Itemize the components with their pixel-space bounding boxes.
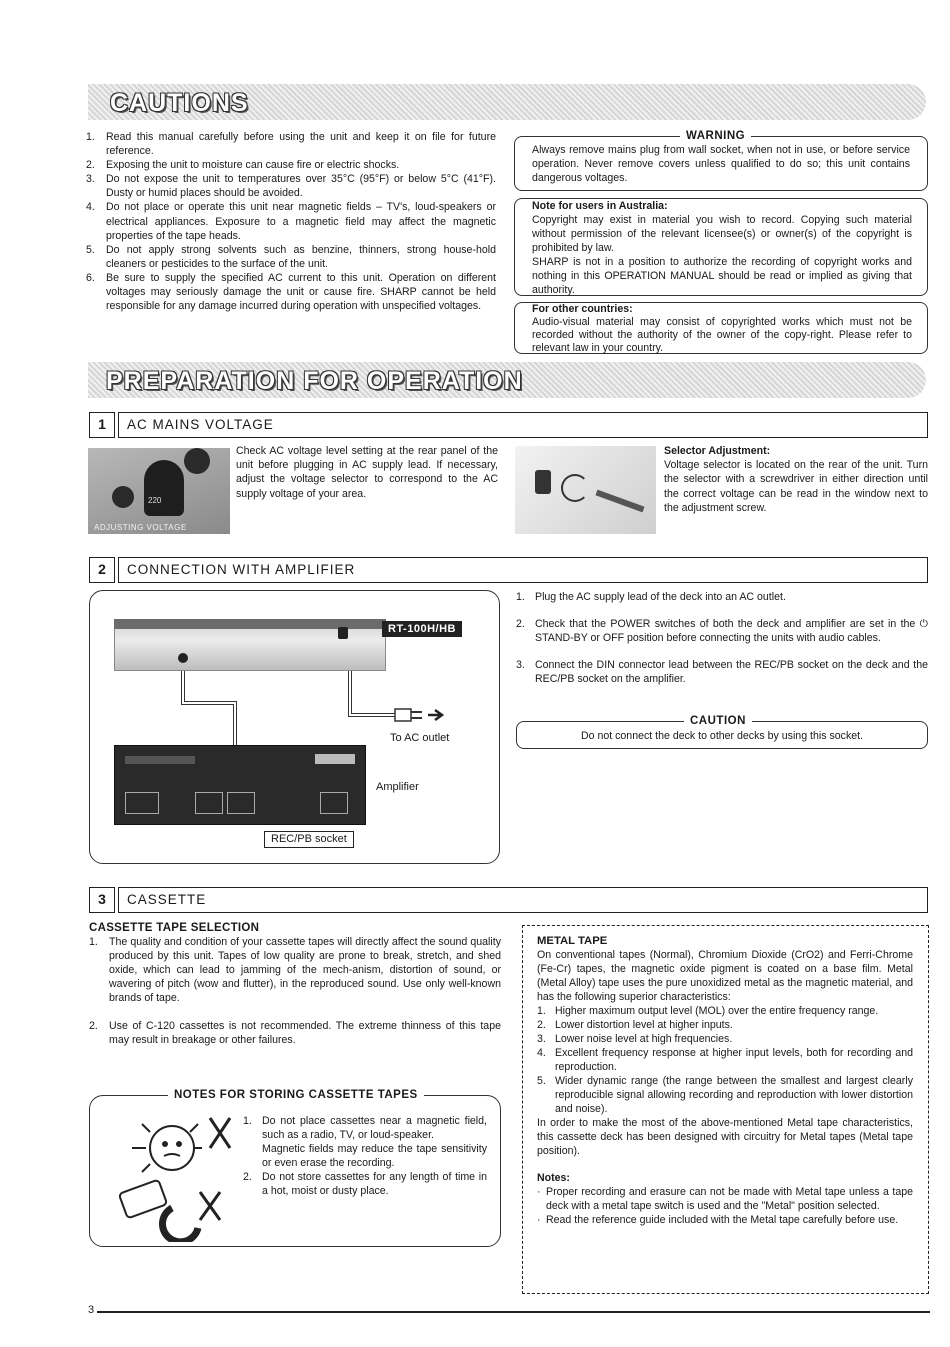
voltage-photo-caption: ADJUSTING VOLTAGE <box>94 523 187 532</box>
connection-diagram <box>89 590 500 864</box>
metal-notes-title: Notes: <box>537 1172 570 1184</box>
list-item: 3. Lower noise level at high frequencies. <box>537 1033 733 1045</box>
list-item: 1. Higher maximum output level (MOL) over the entire frequency range. <box>537 1005 879 1017</box>
cautions-list <box>86 130 496 313</box>
warning-text: Always remove mains plug from wall socket, when not in use, or before service operation. Never remove covers unless qualified to do so; this unit contains dangerous voltages. <box>532 144 910 184</box>
other-countries-title: For other countries: <box>532 303 633 315</box>
metal-tape-title: METAL TAPE <box>537 935 608 947</box>
list-item: 1. Read this manual carefully before using the unit and keep it on file for future reference. <box>86 131 496 158</box>
page-number: 3 <box>88 1304 95 1316</box>
list-item: 2. Lower distortion level at higher inputs. <box>537 1019 733 1031</box>
list-item: 2. Check that the POWER switches of both the deck and amplifier are set in the ⏻ STAND-BY or OFF position before connecting the units with audio cables. <box>516 618 928 644</box>
list-item: 5. Do not apply strong solvents such as benzine, thinners, strong house-hold cleaners or pesticides to the surface of the unit. <box>86 243 496 270</box>
amplifier-rear-panel <box>114 745 366 825</box>
metal-tape-list <box>537 1004 913 1116</box>
list-item: 4. Do not place or operate this unit near magnetic fields – TV's, loud-speakers or electrical appliances. Exposure to a magnetic field may affect the magnetic properties of the tape heads. <box>86 201 496 242</box>
voltage-selector-photo <box>88 448 230 534</box>
section-1-number: 1 <box>89 412 115 438</box>
section-2-number: 2 <box>89 557 115 583</box>
other-countries-text: Audio-visual material may consist of copyrighted works which must not be recorded without the authority of the owner of the copy-right. Please refer to relevant law in your country. <box>532 316 912 354</box>
to-ac-outlet-label: To AC outlet <box>390 732 450 744</box>
metal-notes-list <box>537 1185 913 1227</box>
recpb-socket-label: REC/PB socket <box>264 831 354 848</box>
list-item: 5. Wider dynamic range (the range between the smallest and largest clearly reproducible signal allowing recording and reproduction with lower distortion and noise). <box>537 1075 913 1115</box>
connection-caution-text: Do not connect the deck to other decks by using this socket. <box>580 730 864 742</box>
metal-tape-outro: In order to make the most of the above-mentioned Metal tape characteristics, this cassette deck has been designed with circuitry for Metal tapes (Metal tape position). <box>537 1117 913 1157</box>
connection-caution-title: CAUTION <box>684 714 752 728</box>
list-item: 2. Exposing the unit to moisture can cause fire or electric shocks. <box>86 159 400 172</box>
storing-notes-title: NOTES FOR STORING CASSETTE TAPES <box>168 1088 424 1102</box>
list-item: 1. The quality and condition of your cassette tapes will directly affect the sound quality produced by this unit. Tapes of low quality are prone to break, stretch, and shed oxide, which can lead to jamming of the mech-anism, distortion of sound, or wavering of pitch (wow and flutter), in the reproduced sound. Use only well-known brands of tape. <box>89 936 501 1004</box>
tape-selection-title: CASSETTE TAPE SELECTION <box>89 922 260 934</box>
ac-voltage-text: Check AC voltage level setting at the rear panel of the unit before plugging in AC supply lead. If necessary, adjust the voltage selector to correspond to the AC supply voltage of your area. <box>236 445 498 500</box>
section-3-number: 3 <box>89 887 115 913</box>
list-item: · Read the reference guide included with the Metal tape carefully before use. <box>537 1214 899 1226</box>
storing-notes-list <box>243 1114 487 1198</box>
cautions-banner <box>88 84 926 120</box>
list-item: 6. Be sure to supply the specified AC current to this unit. Operation on different voltages may seriously damage the unit or cause fire. SHARP cannot be held responsible for any damage incurred during operation with unspecified voltages. <box>86 271 496 313</box>
list-item: 1. Plug the AC supply lead of the deck into an AC outlet. <box>516 591 786 603</box>
list-item: 2. Use of C-120 cassettes is not recommended. The extreme thinness of this tape may result in breakage or other failures. <box>89 1020 501 1046</box>
australia-text-2: SHARP is not in a position to authorize the recording of copyright works and nothing in this OPERATION MANUAL should be read or implied as giving that authority. <box>532 256 912 296</box>
warning-title: WARNING <box>680 129 751 143</box>
metal-tape-box <box>522 925 929 1294</box>
list-item: 2. Do not store cassettes for any length of time in a hot, moist or dusty place. <box>243 1171 487 1197</box>
cassette-warning-illustration <box>102 1108 242 1242</box>
selector-adjustment <box>664 444 928 515</box>
list-item: · Proper recording and erasure can not be made with Metal tape unless a tape deck with a metal tape switch is used and the "Metal" position selected. <box>537 1186 913 1212</box>
storing-notes-box <box>89 1095 501 1247</box>
amplifier-label: Amplifier <box>376 781 419 793</box>
selector-adjustment-text: Voltage selector is located on the rear of the unit. Turn the selector with a screwdriver in either direction until the correct voltage can be read in the window next to the adjustment screw. <box>664 459 928 514</box>
other-countries-box <box>514 302 928 354</box>
list-item: 3. Connect the DIN connector lead between the REC/PB socket on the deck and the REC/PB socket on the amplifier. <box>516 659 928 685</box>
voltage-window-label: 220 <box>148 496 162 505</box>
warning-box <box>514 136 928 191</box>
connection-steps <box>516 590 928 686</box>
australia-text-1: Copyright may exist in material you wish to record. Copying such material without permission of the relevant licensee(s) or owner(s) of the copyright is prohibited by law. <box>532 214 912 254</box>
model-label: RT-100H/HB <box>382 621 462 637</box>
list-item: 3. Do not expose the unit to temperatures over 35°C (95°F) or below 5°C (41°F). Dusty or humid places should be avoided. <box>86 173 496 200</box>
metal-tape-intro: On conventional tapes (Normal), Chromium Dioxide (CrO2) and Ferri-Chrome (Fe-Cr) tapes, the magnetic oxide pigment is coated on a base film. Metal (Metal Alloy) tape uses the pure unoxidized metal as the magnetic material, and has the following superior characteristics: <box>537 949 913 1003</box>
preparation-banner <box>88 362 926 398</box>
list-item: 1. Do not place cassettes near a magnetic field, such as a radio, TV, or loud-speaker. Magnetic fields may reduce the tape sensitivity or even erase the recording. <box>243 1115 487 1169</box>
section-1-title: AC MAINS VOLTAGE <box>118 412 928 438</box>
tape-selection-list <box>89 935 501 1047</box>
preparation-title: PREPARATION FOR OPERATION <box>106 367 523 395</box>
cautions-title: CAUTIONS <box>110 89 249 117</box>
section-3-title: CASSETTE <box>118 887 928 913</box>
list-item: 4. Excellent frequency response at higher input levels, both for recording and reproduction. <box>537 1047 913 1073</box>
screwdriver-photo <box>515 446 656 534</box>
selector-adjustment-title: Selector Adjustment: <box>664 445 771 457</box>
australia-title: Note for users in Australia: <box>532 200 668 212</box>
footer-rule <box>97 1311 930 1313</box>
section-2-title: CONNECTION WITH AMPLIFIER <box>118 557 928 583</box>
australia-box <box>514 198 928 296</box>
